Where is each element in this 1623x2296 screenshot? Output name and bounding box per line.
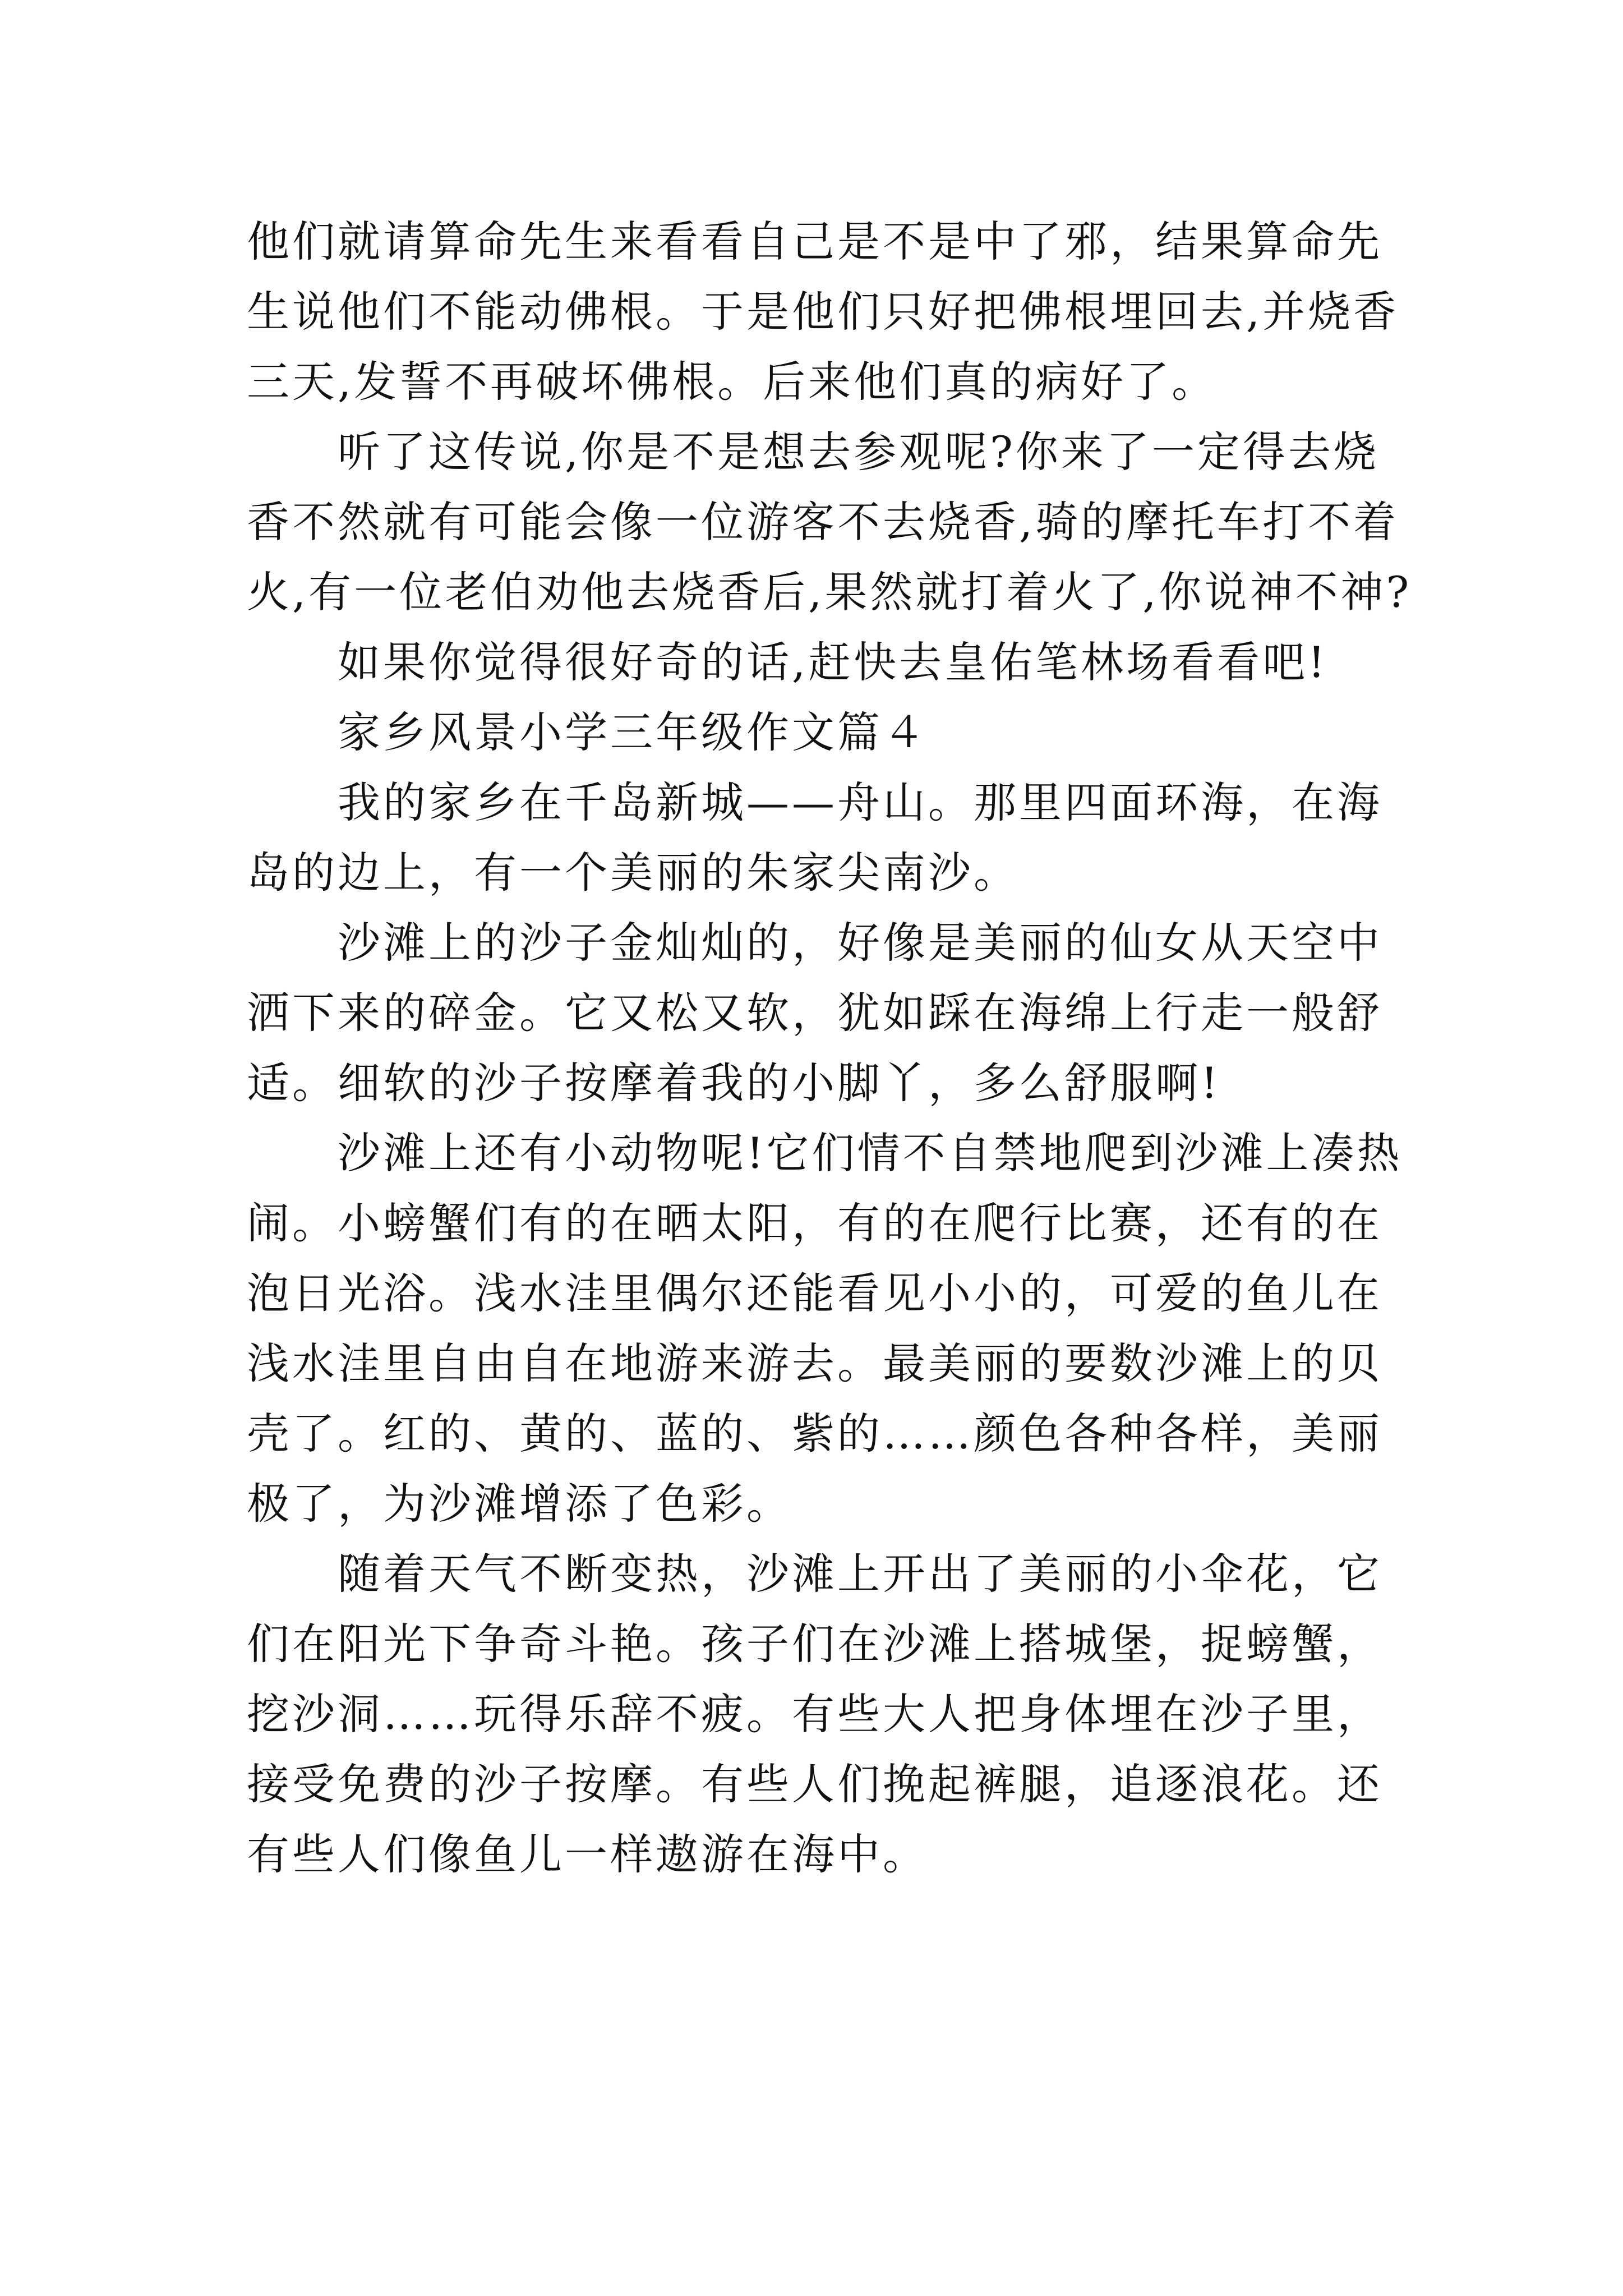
paragraph-summer-beach: 随着天气不断变热，沙滩上开出了美丽的小伞花，它们在阳光下争奇斗艳。孩子们在沙滩上搭城堡，捉螃蟹，挖沙洞……玩得乐辞不疲。有些大人把身体埋在沙子里，接受免费的沙子按摩。有些人们挽起裤腿，追逐浪花。还有些人们像鱼儿一样遨游在海中。	[247, 1549, 1382, 1879]
paragraph-invitation: 如果你觉得很好奇的话,赶快去皇佑笔林场看看吧!	[338, 637, 1328, 687]
paragraph-incense-story: 听了这传说,你是不是想去参观呢?你来了一定得去烧香不然就有可能会像一位游客不去烧香,骑的摩托车打不着火,有一位老伯劝他去烧香后,果然就打着火了,你说神不神?	[247, 427, 1412, 617]
paragraph-legend-ending: 他们就请算命先生来看看自己是不是中了邪，结果算命先生说他们不能动佛根。于是他们只好把佛根埋回去,并烧香三天,发誓不再破坏佛根。后来他们真的病好了。	[247, 217, 1399, 407]
paragraph-beach-animals: 沙滩上还有小动物呢!它们情不自禁地爬到沙滩上凑热闹。小螃蟹们有的在晒太阳，有的在爬行比赛，还有的在泡日光浴。浅水洼里偶尔还能看见小小的，可爱的鱼儿在浅水洼里自由自在地游来游去。最美丽的要数沙滩上的贝壳了。红的、黄的、蓝的、紫的……颜色各种各样，美丽极了，为沙滩增添了色彩。	[247, 1128, 1403, 1529]
paragraph-golden-sand: 沙滩上的沙子金灿灿的，好像是美丽的仙女从天空中洒下来的碎金。它又松又软，犹如踩在海绵上行走一般舒适。细软的沙子按摩着我的小脚丫，多么舒服啊!	[247, 918, 1382, 1108]
paragraph-hometown-intro: 我的家乡在千岛新城——舟山。那里四面环海，在海岛的边上，有一个美丽的朱家尖南沙。	[247, 777, 1382, 898]
essay-heading: 家乡风景小学三年级作文篇４	[338, 707, 928, 757]
document-body	[247, 206, 1413, 1889]
